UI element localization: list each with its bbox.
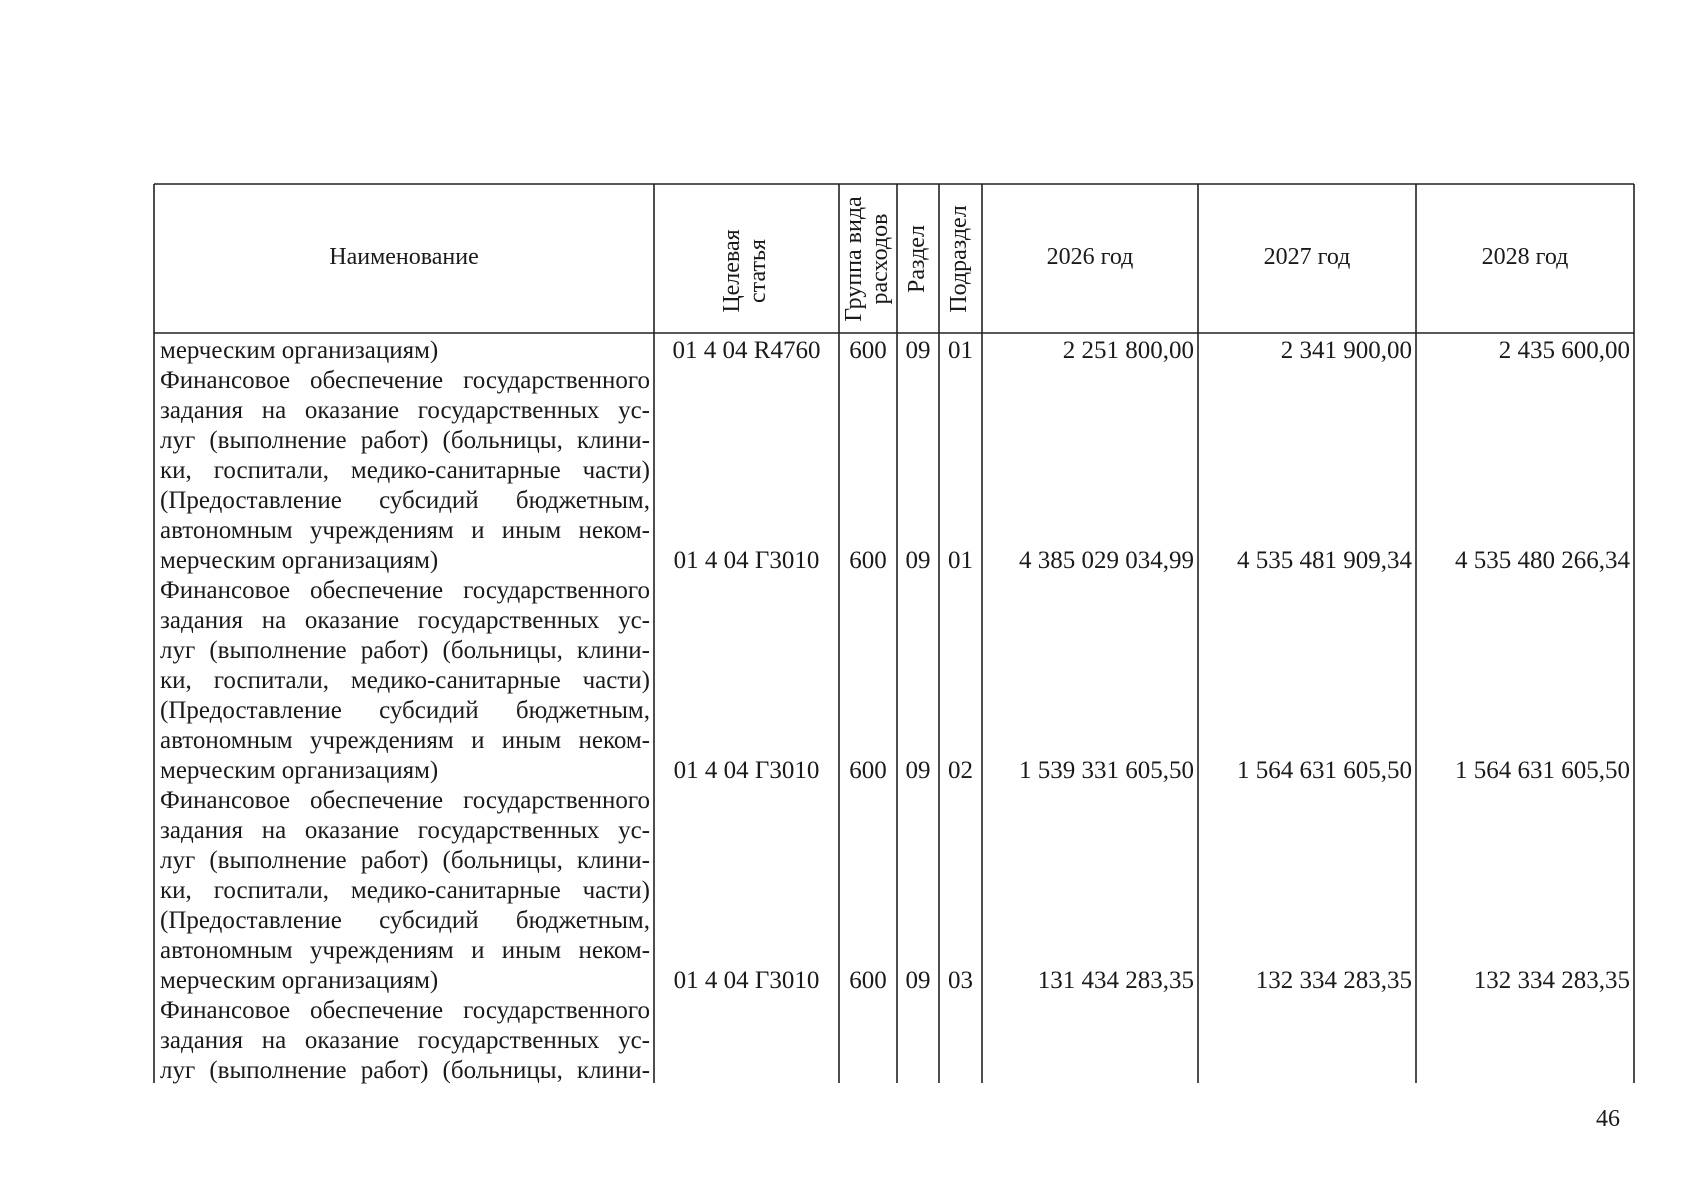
name-line: мерческим организациям) bbox=[160, 757, 439, 784]
cell-target-article: 01 4 04 Г3010 bbox=[673, 757, 820, 784]
header-target-article bbox=[719, 211, 773, 331]
header-section: Раздел bbox=[904, 225, 930, 293]
name-line: ки, госпитали, медико-санитарные части) bbox=[160, 877, 650, 904]
name-line: луг (выполнение работ) (больницы, клини- bbox=[160, 1057, 650, 1084]
name-line: луг (выполнение работ) (больницы, клини- bbox=[160, 427, 650, 454]
header-target-line2: статья bbox=[745, 239, 771, 303]
header-target-line1: Целевая bbox=[719, 229, 745, 313]
header-expense-group bbox=[841, 189, 895, 329]
cell-expense-group: 600 bbox=[849, 967, 887, 994]
cell-section: 09 bbox=[905, 757, 931, 784]
cell-2028: 1 564 631 605,50 bbox=[1455, 757, 1630, 784]
name-line: мерческим организациям) bbox=[160, 337, 439, 364]
name-line: автономным учреждениям и иным неком- bbox=[160, 937, 650, 964]
name-line: (Предоставление субсидий бюджетным, bbox=[160, 907, 650, 934]
name-line: автономным учреждениям и иным неком- bbox=[160, 517, 650, 544]
name-line: ки, госпитали, медико-санитарные части) bbox=[160, 457, 650, 484]
cell-target-article: 01 4 04 R4760 bbox=[672, 337, 821, 364]
cell-2028: 132 334 283,35 bbox=[1473, 967, 1630, 994]
name-line: мерческим организациям) bbox=[160, 967, 439, 994]
name-line: Финансовое обеспечение государственного bbox=[160, 367, 650, 394]
cell-subsection: 02 bbox=[948, 757, 973, 784]
header-year-2026: 2026 год bbox=[1046, 244, 1134, 270]
name-line: Финансовое обеспечение государственного bbox=[160, 577, 650, 604]
header-name: Наименование bbox=[329, 244, 479, 270]
cell-target-article: 01 4 04 Г3010 bbox=[673, 967, 820, 994]
cell-2026: 2 251 800,00 bbox=[1062, 337, 1194, 364]
name-line: луг (выполнение работ) (больницы, клини- bbox=[160, 847, 650, 874]
name-line: Финансовое обеспечение государственного bbox=[160, 787, 650, 814]
name-line: ки, госпитали, медико-санитарные части) bbox=[160, 667, 650, 694]
name-line: (Предоставление субсидий бюджетным, bbox=[160, 487, 650, 514]
header-subsection: Подраздел bbox=[946, 205, 972, 313]
name-line: мерческим организациям) bbox=[160, 547, 439, 574]
cell-expense-group: 600 bbox=[849, 337, 887, 364]
page-number: 46 bbox=[1596, 1106, 1620, 1132]
cell-2026: 4 385 029 034,99 bbox=[1019, 547, 1194, 574]
cell-subsection: 01 bbox=[948, 337, 973, 364]
cell-subsection: 01 bbox=[948, 547, 973, 574]
cell-section: 09 bbox=[905, 337, 931, 364]
cell-2028: 4 535 480 266,34 bbox=[1455, 547, 1630, 574]
name-line: задания на оказание государственных ус- bbox=[160, 607, 650, 634]
cell-2027: 2 341 900,00 bbox=[1280, 337, 1412, 364]
name-line: задания на оказание государственных ус- bbox=[160, 397, 650, 424]
cell-2027: 4 535 481 909,34 bbox=[1237, 547, 1412, 574]
name-line: задания на оказание государственных ус- bbox=[160, 817, 650, 844]
header-year-2027: 2027 год bbox=[1263, 244, 1351, 270]
cell-2027: 132 334 283,35 bbox=[1255, 967, 1412, 994]
cell-2026: 131 434 283,35 bbox=[1037, 967, 1194, 994]
cell-expense-group: 600 bbox=[849, 547, 887, 574]
cell-2026: 1 539 331 605,50 bbox=[1019, 757, 1194, 784]
cell-2028: 2 435 600,00 bbox=[1498, 337, 1630, 364]
header-year-2028: 2028 год bbox=[1481, 244, 1569, 270]
cell-expense-group: 600 bbox=[849, 757, 887, 784]
cell-2027: 1 564 631 605,50 bbox=[1237, 757, 1412, 784]
cell-section: 09 bbox=[905, 547, 931, 574]
name-line: автономным учреждениям и иным неком- bbox=[160, 727, 650, 754]
cell-subsection: 03 bbox=[948, 967, 973, 994]
name-line: (Предоставление субсидий бюджетным, bbox=[160, 697, 650, 724]
header-group-line1: Группа вида bbox=[841, 196, 867, 322]
name-line: луг (выполнение работ) (больницы, клини- bbox=[160, 637, 650, 664]
cell-target-article: 01 4 04 Г3010 bbox=[673, 547, 820, 574]
cell-section: 09 bbox=[905, 967, 931, 994]
name-line: задания на оказание государственных ус- bbox=[160, 1027, 650, 1054]
name-line: Финансовое обеспечение государственного bbox=[160, 997, 650, 1024]
header-group-line2: расходов bbox=[867, 213, 893, 305]
